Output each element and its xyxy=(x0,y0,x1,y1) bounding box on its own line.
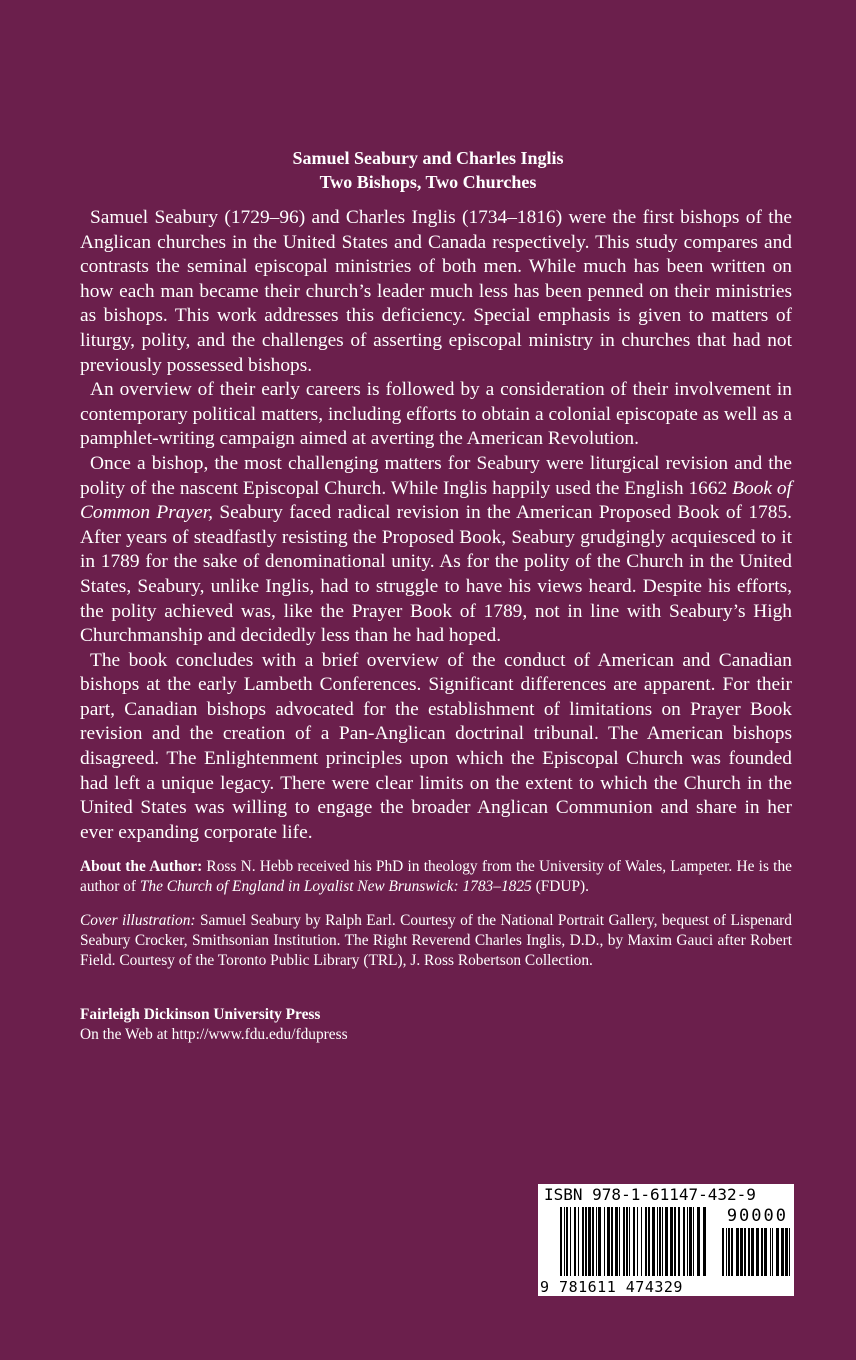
barcode-bar xyxy=(693,1207,694,1276)
blurb-paragraph-4: The book concludes with a brief overview of the conduct of American and Canadian bishops at the early Lambeth Conferences. Significant differences are apparent. For their part, Canadian bishops advocated for the establishment of limitations on Prayer Book revision and the creation of a Pan-Anglican doctrinal tribunal. The American bishops disagreed. The Enlightenment principles upon which the Episcopal Church was founded had left a unique legacy. There were clear limits on the extent to which the Church in the United States was willing to engage the broader Anglican Communion and share in her ever expanding corporate life. xyxy=(80,649,792,843)
text: Seabury faced radical revision in the American Proposed Book of 1785. After years of steadfastly resisting the Proposed Book, Seabury grudgingly acquiesced to it in 1789 for the sake of denominational unity. As for the polity of the Church in the United States, Seabury, unlike Inglis, had to struggle to have his views heard. Despite his efforts, the polity achieved was, like the Prayer Book of 1789, not in line with Seabury’s High Churchmanship and decidedly less than he had hoped. xyxy=(80,502,792,647)
barcode-bar xyxy=(611,1207,613,1276)
barcode-bar xyxy=(703,1207,706,1276)
publisher-web: On the Web at http://www.fdu.edu/fdupress xyxy=(80,1026,348,1044)
barcode-bar xyxy=(687,1207,688,1276)
barcode-bar xyxy=(657,1207,658,1276)
barcode-bar xyxy=(761,1228,763,1276)
barcode-bar xyxy=(598,1207,601,1276)
barcode-bar xyxy=(585,1207,587,1276)
blurb xyxy=(80,206,792,845)
barcode-bar xyxy=(659,1207,661,1276)
about-text: Ross N. Hebb received his PhD in theology from the University of Wales, Lampeter. He is the author of xyxy=(80,858,792,896)
title-main: Samuel Seabury and Charles Inglis xyxy=(292,148,564,168)
barcode-bar xyxy=(641,1207,642,1276)
cover-text: Samuel Seabury by Ralph Earl. Courtesy of the National Portrait Gallery, bequest of Lispenard Seabury Crocker, Smithsonian Institution. The Right Reverend Charles Inglis, D.D., by Maxim Gauci after Robert Field. Courtesy of the Toronto Public Library (TRL), J. Ross Robertson Collection. xyxy=(80,912,792,970)
text: Once a bishop, the most challenging matters for Seabury were liturgical revision and the polity of the nascent Episcopal Church. While Inglis happily used the English 1662 xyxy=(80,452,792,499)
barcode-bar xyxy=(615,1207,618,1276)
barcode-bar xyxy=(633,1207,635,1276)
barcode-bar xyxy=(604,1207,605,1276)
barcode-bar xyxy=(689,1207,692,1276)
ean-number: 9 781611 474329 xyxy=(540,1278,683,1296)
barcode-bar xyxy=(629,1207,630,1276)
barcode-bar xyxy=(678,1207,680,1276)
barcode-bar xyxy=(588,1207,591,1276)
barcode-bar xyxy=(740,1228,743,1276)
barcode-bar xyxy=(697,1207,700,1276)
barcode-bar xyxy=(764,1228,767,1276)
price-addon: 90000 xyxy=(726,1206,788,1226)
barcode-bar xyxy=(770,1228,771,1276)
barcode-bar xyxy=(683,1207,685,1276)
barcode-bar xyxy=(662,1207,663,1276)
barcode-bar xyxy=(751,1228,754,1276)
barcode-bar xyxy=(596,1207,597,1276)
barcode-bar xyxy=(619,1207,620,1276)
barcode-bar xyxy=(564,1207,565,1276)
barcode-bar xyxy=(785,1228,788,1276)
barcode-bar xyxy=(623,1207,625,1276)
about-suffix: (FDUP). xyxy=(531,878,590,896)
barcode-bar xyxy=(665,1207,668,1276)
barcode-bar xyxy=(728,1228,730,1276)
barcode-bar xyxy=(645,1207,647,1276)
barcode-bar xyxy=(566,1207,568,1276)
barcode-bar xyxy=(570,1207,571,1276)
barcode-bar xyxy=(731,1228,733,1276)
barcode-bar xyxy=(648,1207,650,1276)
title-subtitle: Two Bishops, Two Churches xyxy=(319,172,537,192)
barcode-bar xyxy=(756,1228,759,1276)
publisher-name: Fairleigh Dickinson University Press xyxy=(80,1006,321,1024)
barcode-bar xyxy=(607,1207,610,1276)
barcode-bar xyxy=(674,1207,676,1276)
barcode-bar xyxy=(772,1228,773,1276)
barcode-bar xyxy=(736,1228,739,1276)
barcode-bar xyxy=(789,1228,790,1276)
barcode-bar xyxy=(626,1207,628,1276)
blurb-paragraph-1: Samuel Seabury (1729–96) and Charles Inglis (1734–1816) were the first bishops of the Anglican churches in the United States and Canada respectively. This study compares and contrasts the seminal episcopal ministries of both men. While much has been written on how each man became their church’s leader much less has been penned on their ministries as bishops. This work addresses this deficiency. Special emphasis is given to matters of liturgy, polity, and the challenges of asserting episcopal ministry in churches that had not previously possessed bishops. xyxy=(80,207,792,376)
barcode-bar xyxy=(637,1207,638,1276)
book-title-italic: Book of Common Prayer, xyxy=(80,477,792,524)
barcode-bar xyxy=(748,1228,750,1276)
blurb-paragraph-2: An overview of their early careers is followed by a consideration of their involvement in contemporary political matters, including efforts to obtain a colonial episcopate as well as a pamphlet-writing campaign aimed at averting the American Revolution. xyxy=(80,379,792,450)
barcode-bar xyxy=(722,1228,724,1276)
blurb-paragraph-3 xyxy=(80,452,792,649)
barcode-bar xyxy=(578,1207,579,1276)
barcode-bar xyxy=(776,1228,779,1276)
barcode-bar xyxy=(560,1207,562,1276)
barcode-bar xyxy=(574,1207,576,1276)
isbn-barcode xyxy=(538,1184,794,1296)
barcode-bar xyxy=(781,1228,784,1276)
publisher xyxy=(80,1005,792,1045)
barcode-bar xyxy=(592,1207,594,1276)
cover-credit xyxy=(80,911,792,971)
barcode-bar xyxy=(726,1228,727,1276)
about-label: About the Author: xyxy=(80,858,203,876)
barcode-bar xyxy=(744,1228,746,1276)
barcode-bar xyxy=(582,1207,584,1276)
barcode-bar xyxy=(670,1207,673,1276)
barcode-bar xyxy=(652,1207,655,1276)
about-book: The Church of England in Loyalist New Brunswick: 1783–1825 xyxy=(139,878,532,896)
about-author xyxy=(80,857,792,897)
cover-label: Cover illustration: xyxy=(80,912,196,930)
book-title xyxy=(0,146,856,194)
isbn-text: ISBN 978-1-61147-432-9 xyxy=(544,1185,756,1204)
